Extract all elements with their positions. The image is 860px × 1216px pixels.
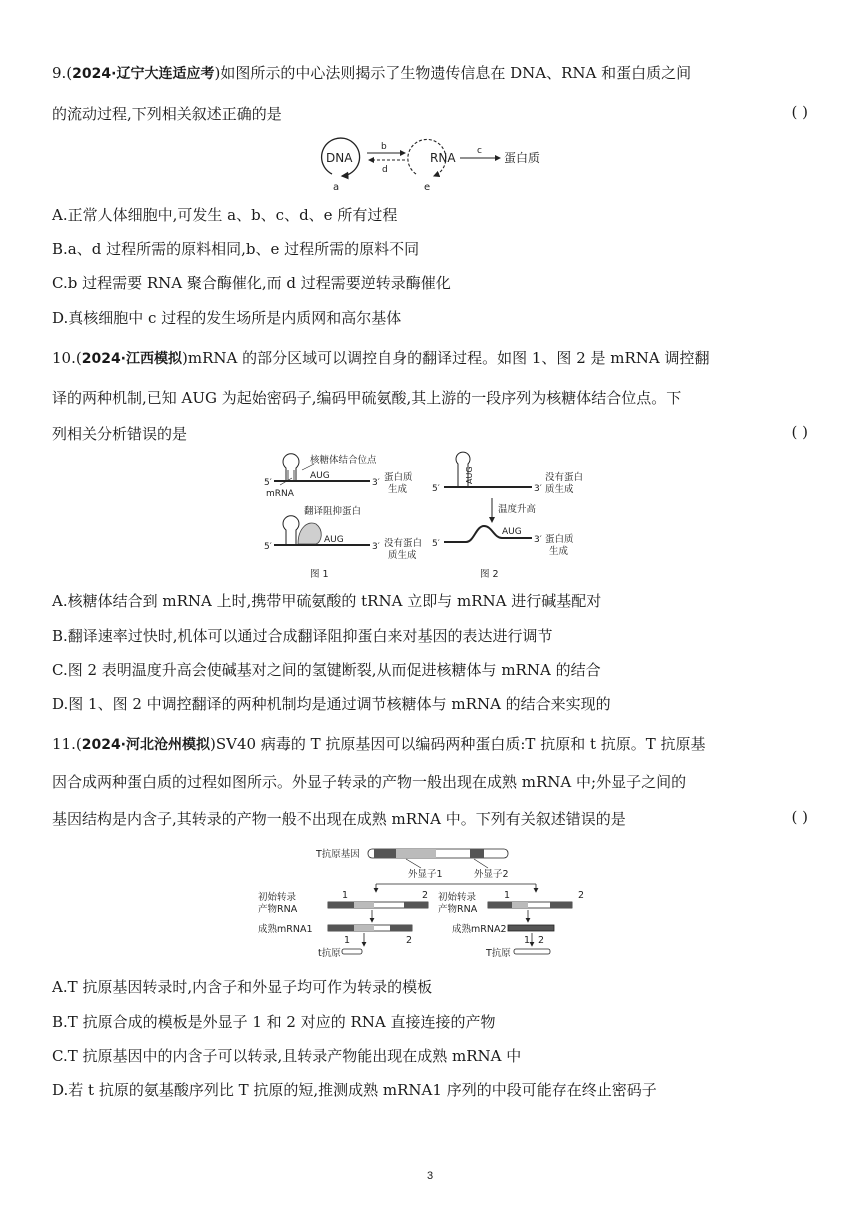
q10-source: 2024·江西模拟: [81, 351, 183, 367]
q10-mrna-regulation-figure: [262, 450, 622, 586]
fig1-bottom-panel: [264, 505, 422, 580]
q10-answer-paren: ( ): [791, 423, 808, 441]
q10-option-c: C.图 2 表明温度升高会使碱基对之间的氢键断裂,从而促进核糖体与 mRNA 的结合: [52, 661, 601, 679]
exon2-label: 外显子2: [474, 869, 509, 880]
q11-option-a: A.T 抗原基因转录时,内含子和外显子均可作为转录的模板: [52, 978, 433, 996]
svg-text:蛋白质: 蛋白质: [545, 534, 574, 545]
svg-text:a: a: [333, 182, 340, 193]
gene-label: T抗原基因: [316, 849, 360, 860]
fig1-caption: 图 1: [310, 569, 329, 580]
svg-text:3′: 3′: [534, 484, 542, 494]
q9-protein-label: 蛋白质: [504, 151, 541, 165]
q11-option-b: B.T 抗原合成的模板是外显子 1 和 2 对应的 RNA 直接连接的产物: [52, 1013, 496, 1031]
q11-answer-paren: ( ): [791, 808, 808, 826]
q9-option-a: A.正常人体细胞中,可发生 a、b、c、d、e 所有过程: [52, 206, 398, 224]
q9-stem-line1: 9.(2024·辽宁大连适应考)如图所示的中心法则揭示了生物遗传信息在 DNA、RNA 和蛋白质之间: [52, 64, 692, 82]
svg-text:3′: 3′: [372, 542, 380, 552]
fig1-repressor-label: 翻译阻抑蛋白: [304, 506, 362, 517]
fig2-bottom-panel: [432, 526, 574, 580]
q9-central-dogma-figure: [312, 138, 562, 196]
q9-option-d: D.真核细胞中 c 过程的发生场所是内质网和高尔基体: [52, 309, 402, 327]
q10-option-d: D.图 1、图 2 中调控翻译的两种机制均是通过调节核糖体与 mRNA 的结合来实现的: [52, 695, 611, 713]
q9-dna-label: DNA: [326, 151, 353, 165]
svg-text:产物RNA: 产物RNA: [438, 904, 478, 915]
svg-text:2: 2: [406, 935, 413, 946]
svg-text:1: 1: [524, 935, 531, 946]
svg-text:b: b: [381, 142, 387, 152]
q10-option-b: B.翻译速率过快时,机体可以通过合成翻译阻抑蛋白来对基因的表达进行调节: [52, 627, 553, 645]
q9-rna-label: RNA: [430, 151, 456, 165]
svg-text:5′: 5′: [264, 478, 272, 488]
svg-text:c: c: [477, 146, 482, 156]
fig1-binding-site-label: 核糖体结合位点: [310, 455, 377, 466]
big-t-antigen-label: T抗原: [486, 948, 511, 959]
q9-source: 2024·辽宁大连适应考: [72, 66, 215, 82]
q9-option-c: C.b 过程需要 RNA 聚合酶催化,而 d 过程需要逆转录酶催化: [52, 274, 451, 292]
svg-text:e: e: [424, 182, 431, 193]
fig2-top-panel: [432, 452, 583, 495]
svg-text:AUG: AUG: [465, 466, 474, 484]
svg-text:质生成: 质生成: [388, 550, 417, 561]
svg-text:1: 1: [504, 890, 511, 901]
q11-option-c: C.T 抗原基因中的内含子可以转录,且转录产物能出现在成熟 mRNA 中: [52, 1047, 522, 1065]
svg-text:蛋白质: 蛋白质: [384, 472, 413, 483]
page-number: 3: [426, 1170, 434, 1182]
q10-stem-line1: 10.(2024·江西模拟)mRNA 的部分区域可以调控自身的翻译过程。如图 1、图 2 是 mRNA 调控翻: [52, 349, 710, 367]
q10-stem-line3: 列相关分析错误的是: [52, 425, 188, 443]
q11-option-d: D.若 t 抗原的氨基酸序列比 T 抗原的短,推测成熟 mRNA1 序列的中段可能存在终止密码子: [52, 1081, 657, 1099]
fig1-top-panel: [264, 454, 413, 499]
svg-text:mRNA: mRNA: [266, 489, 294, 499]
svg-text:生成: 生成: [549, 546, 569, 557]
svg-text:产物RNA: 产物RNA: [258, 904, 298, 915]
left-pathway: [258, 890, 428, 959]
q11-source: 2024·河北沧州模拟: [81, 737, 211, 753]
svg-text:初始转录: 初始转录: [438, 892, 477, 903]
fig2-caption: 图 2: [480, 569, 499, 580]
q11-stem-line2: 因合成两种蛋白质的过程如图所示。外显子转录的产物一般出现在成熟 mRNA 中;外显子之间的: [52, 773, 687, 791]
fig2-temperature-label: 温度升高: [498, 504, 537, 515]
svg-text:没有蛋白: 没有蛋白: [384, 538, 423, 549]
svg-text:生成: 生成: [388, 484, 408, 495]
svg-text:d: d: [382, 165, 388, 175]
q11-stem-line1: 11.(2024·河北沧州模拟)SV40 病毒的 T 抗原基因可以编码两种蛋白质:T 抗原和 t 抗原。T 抗原基: [52, 735, 706, 753]
svg-text:1: 1: [344, 935, 351, 946]
svg-text:AUG: AUG: [324, 535, 344, 545]
mature-mrna1-label: 成熟mRNA1: [258, 924, 313, 935]
mature-mrna2-label: 成熟mRNA2: [452, 924, 507, 935]
q9-stem-line2: 的流动过程,下列相关叙述正确的是: [52, 105, 282, 123]
svg-text:3′: 3′: [534, 535, 542, 545]
svg-text:1: 1: [342, 890, 349, 901]
q10-stem-line2: 译的两种机制,已知 AUG 为起始密码子,编码甲硫氨酸,其上游的一段序列为核糖体结合位点。下: [52, 389, 682, 407]
svg-text:质生成: 质生成: [545, 484, 574, 495]
svg-text:2: 2: [538, 935, 545, 946]
svg-text:2: 2: [578, 890, 585, 901]
right-pathway: [438, 890, 584, 959]
q11-stem-line3: 基因结构是内含子,其转录的产物一般不出现在成熟 mRNA 中。下列有关叙述错误的是: [52, 810, 626, 828]
svg-text:5′: 5′: [264, 542, 272, 552]
svg-text:没有蛋白: 没有蛋白: [545, 472, 584, 483]
svg-text:AUG: AUG: [502, 527, 522, 537]
svg-text:5′: 5′: [432, 539, 440, 549]
q10-option-a: A.核糖体结合到 mRNA 上时,携带甲硫氨酸的 tRNA 立即与 mRNA 进行碱基配对: [52, 592, 602, 610]
q9-option-b: B.a、d 过程所需的原料相同,b、e 过程所需的原料不同: [52, 240, 420, 258]
svg-text:初始转录: 初始转录: [258, 892, 297, 903]
svg-text:AUG: AUG: [310, 471, 330, 481]
svg-text:5′: 5′: [432, 484, 440, 494]
small-t-antigen-label: t抗原: [318, 948, 341, 959]
q9-answer-paren: ( ): [791, 103, 808, 121]
svg-text:2: 2: [422, 890, 429, 901]
q11-t-antigen-figure: [256, 842, 585, 966]
svg-text:3′: 3′: [372, 478, 380, 488]
exon1-label: 外显子1: [408, 869, 443, 880]
